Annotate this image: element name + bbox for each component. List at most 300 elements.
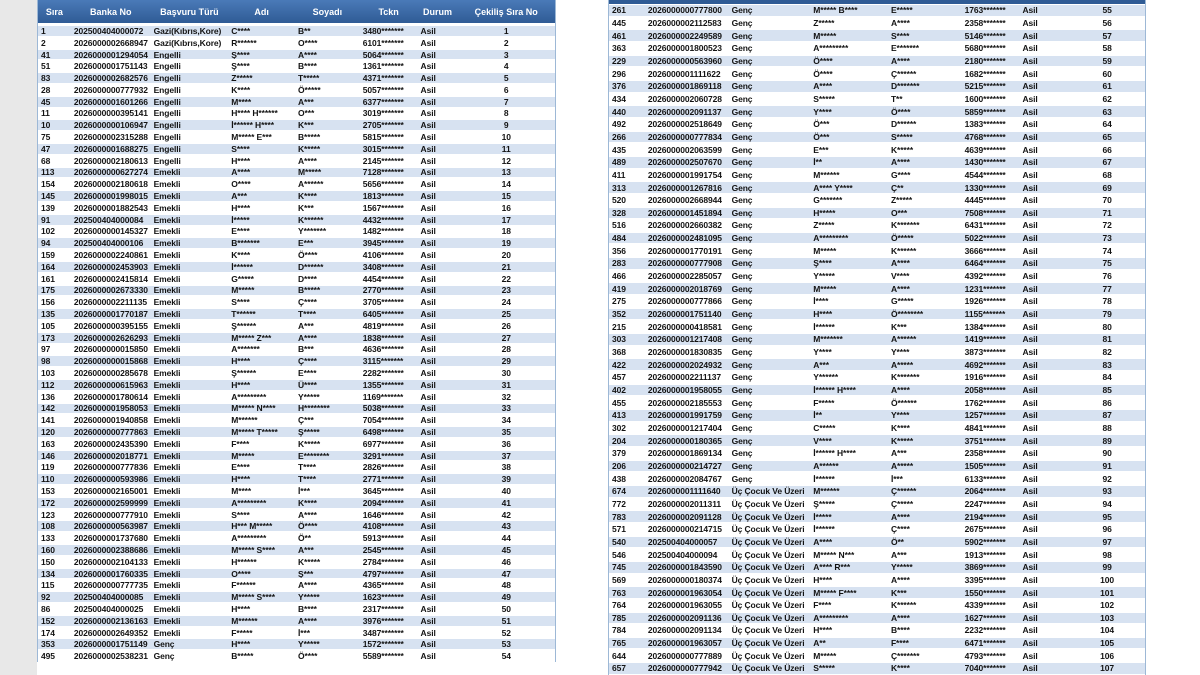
cell-cekilis-sira-no: 13 [501,167,511,178]
cell-basvuru-turu: Genç [731,397,753,408]
table-row [609,181,1145,194]
cell-soyadi: A**** [890,55,910,66]
cell-tckn: 1572******* [362,639,404,650]
cell-sira: 161 [41,273,55,284]
cell-durum: Asil [420,545,436,555]
cell-durum: Asil [1022,511,1038,522]
cell-durum: Asil [1022,258,1038,269]
cell-tckn: 7040******* [964,663,1006,674]
cell-tckn: 4392******* [964,271,1006,282]
cell-banka-no: 2026000000777863 [73,427,148,437]
cell-durum: Asil [420,261,436,272]
cell-basvuru-turu: Emekli [153,238,181,249]
table-row [609,67,1145,80]
cell-cekilis-sira-no: 24 [501,297,511,308]
cell-tckn: 5589******* [362,651,404,662]
cell-basvuru-turu: Genç [731,448,753,459]
cell-basvuru-turu: Emekli [153,250,181,261]
table-row [609,523,1145,536]
cell-banka-no: 2026000000563960 [647,55,722,66]
cell-adi: M***** [813,245,837,256]
cell-adi: R****** [231,37,257,48]
table-row [609,624,1145,637]
cell-banka-no: 2026000000627274 [73,167,148,178]
table-row [609,536,1145,549]
table-row [609,156,1145,169]
cell-sira: 153 [41,485,55,496]
table-row [609,422,1145,435]
cell-tckn: 6377******* [362,96,404,107]
cell-banka-no: 2026000002211137 [647,372,721,383]
table-row [38,190,555,202]
table-row [609,498,1145,511]
cell-cekilis-sira-no: 14 [501,179,511,190]
cell-sira: 411 [612,169,626,180]
cell-tckn: 4793******* [964,650,1006,661]
cell-soyadi: A**** [890,385,910,396]
table-row [38,296,555,308]
cell-sira: 174 [41,627,55,638]
cell-cekilis-sira-no: 23 [501,285,511,296]
cell-banka-no: 2026000002091137 [647,106,722,117]
cell-cekilis-sira-no: 61 [1102,81,1112,92]
cell-cekilis-sira-no: 74 [1102,245,1112,256]
cell-adi: F****** [231,580,256,591]
cell-durum: Asil [420,580,436,591]
cell-durum: Asil [1022,144,1038,155]
table-row [609,384,1145,397]
cell-basvuru-turu: Emekli [153,603,181,614]
cell-soyadi: K**** [298,497,317,508]
cell-adi: G***** [231,273,254,284]
cell-durum: Asil [1022,131,1038,142]
cell-adi: F***** [231,627,253,638]
cell-tckn: 2247******* [964,498,1006,509]
cell-adi: A**** [813,81,833,92]
cell-soyadi: Ş***** [298,427,320,437]
cell-durum: Asil [420,49,436,60]
cell-cekilis-sira-no: 34 [501,415,511,426]
cell-tckn: 3666******* [964,245,1006,256]
cell-cekilis-sira-no: 11 [501,143,511,154]
table-row [609,80,1145,93]
cell-sira: 783 [612,511,626,522]
cell-tckn: 4819******* [362,320,404,331]
cell-tckn: 1231******* [964,283,1006,294]
cell-sira: 763 [612,587,626,598]
cell-sira: 164 [41,261,55,272]
cell-soyadi: A**** [890,157,910,168]
cell-banka-no: 2026000000777908 [647,258,722,269]
cell-cekilis-sira-no: 15 [501,191,511,201]
table-row [609,574,1145,587]
table-body [609,4,1145,675]
cell-tckn: 1627******* [964,612,1006,623]
cell-basvuru-turu: Genç [731,359,753,370]
cell-durum: Asil [420,368,436,378]
cell-tckn: 2770******* [362,285,404,296]
table-row [38,497,555,509]
cell-sira: 353 [41,639,55,650]
cell-cekilis-sira-no: 3 [503,49,509,60]
table-row [38,615,555,627]
cell-tckn: 5815******* [362,132,404,143]
cell-basvuru-turu: Genç [731,157,753,168]
cell-soyadi: A****** [298,179,324,190]
cell-durum: Asil [420,521,436,532]
cell-cekilis-sira-no: 73 [1102,233,1112,244]
table-row [38,650,555,662]
cell-durum: Asil [1022,587,1038,598]
cell-cekilis-sira-no: 88 [1102,422,1112,433]
cell-adi: Ö*** [813,131,830,142]
cell-adi: M***** Z*** [231,332,272,343]
cell-cekilis-sira-no: 17 [501,214,511,225]
cell-basvuru-turu: Emekli [153,627,181,638]
cell-tckn: 2675******* [964,524,1006,535]
table-row [38,96,555,108]
cell-sira: 435 [612,144,626,155]
cell-durum: Asil [1022,385,1038,396]
cell-tckn: 4636******* [362,344,404,355]
cell-basvuru-turu: Üç Çocuk Ve Üzeri [731,562,805,573]
cell-cekilis-sira-no: 2 [503,37,509,48]
table-row [609,371,1145,384]
cell-durum: Asil [1022,119,1038,130]
cell-soyadi: A***** [890,359,914,370]
cell-durum: Asil [420,108,436,119]
cell-adi: A**** Y**** [813,182,853,193]
cell-durum: Asil [420,391,436,402]
cell-basvuru-turu: Üç Çocuk Ve Üzeri [731,549,805,560]
cell-cekilis-sira-no: 59 [1102,55,1112,66]
cell-durum: Asil [1022,486,1038,497]
column-header-basvuru-turu: Başvuru Türü [160,6,219,17]
cell-banka-no: 2026000000777800 [647,5,722,16]
cell-banka-no: 2026000002060728 [647,93,722,104]
table-row [609,662,1145,675]
cell-durum: Asil [420,344,436,355]
cell-durum: Asil [420,132,436,143]
cell-cekilis-sira-no: 72 [1102,220,1112,231]
cell-sira: 123 [41,509,55,520]
cell-basvuru-turu: Engelli [153,132,181,143]
cell-basvuru-turu: Genç [731,245,753,256]
cell-sira: 772 [612,498,626,509]
cell-durum: Asil [1022,296,1038,307]
cell-sira: 455 [612,397,626,408]
cell-durum: Asil [420,191,436,201]
table-row [38,426,555,438]
cell-sira: 516 [612,220,626,231]
cell-basvuru-turu: Emekli [153,309,181,319]
cell-durum: Asil [1022,245,1038,256]
cell-banka-no: 2026000002668944 [647,195,722,206]
cell-basvuru-turu: Emekli [153,485,181,496]
cell-durum: Asil [420,568,436,579]
table-row [609,93,1145,106]
cell-soyadi: E***** [890,5,913,16]
cell-adi: H****** [231,556,257,567]
table-row [38,167,555,179]
cell-durum: Asil [1022,17,1038,28]
cell-basvuru-turu: Genç [731,144,753,155]
cell-soyadi: K***** [298,143,321,154]
cell-sira: 445 [612,17,626,28]
cell-durum: Asil [1022,334,1038,345]
cell-sira: 440 [612,106,626,117]
cell-durum: Asil [1022,473,1038,484]
cell-banka-no: 2026000002518649 [647,119,722,130]
cell-cekilis-sira-no: 38 [501,462,511,473]
cell-banka-no: 2026000002180613 [73,155,148,166]
cell-cekilis-sira-no: 51 [501,615,511,626]
cell-sira: 363 [612,43,626,54]
cell-basvuru-turu: Engelli [153,143,181,154]
table-row [38,285,555,297]
cell-tckn: 2194******* [964,511,1006,522]
cell-cekilis-sira-no: 75 [1102,258,1112,269]
table-row [38,72,555,84]
cell-cekilis-sira-no: 26 [501,320,511,331]
cell-tckn: 3487******* [362,627,404,638]
cell-tckn: 4106******* [362,250,404,261]
cell-soyadi: D**** [298,273,317,284]
cell-tckn: 4797******* [362,568,404,579]
cell-tckn: 4639******* [964,144,1006,155]
cell-soyadi: Y***** [298,639,320,650]
cell-sira: 160 [41,545,55,555]
cell-tckn: 1646******* [362,509,404,520]
table-row [38,84,555,96]
cell-adi: A******* [231,344,260,355]
cell-sira: 75 [41,132,51,143]
cell-soyadi: İ*** [890,473,903,484]
cell-soyadi: Ç**** [298,297,317,308]
cell-durum: Asil [420,450,436,461]
cell-adi: İ***** [813,511,832,522]
cell-sira: 402 [612,385,626,396]
cell-tckn: 1567******* [362,202,404,213]
cell-sira: 283 [612,258,626,269]
table-row [609,29,1145,42]
cell-adi: C***** [813,422,836,433]
cell-sira: 11 [41,108,50,119]
cell-adi: A**** R*** [813,562,851,573]
cell-banka-no: 2026000002084767 [647,473,722,484]
cell-adi: H*** M***** [231,521,273,532]
cell-basvuru-turu: Emekli [153,391,181,402]
cell-tckn: 1762******* [964,397,1006,408]
cell-banka-no: 2026000001601266 [73,96,148,107]
cell-basvuru-turu: Genç [731,473,753,484]
cell-adi: H**** [231,474,251,485]
cell-soyadi: G**** [890,169,911,180]
cell-sira: 540 [612,536,626,547]
table-row [609,219,1145,232]
table-row [609,207,1145,220]
cell-adi: E**** [231,226,250,237]
cell-sira: 154 [41,179,55,190]
cell-soyadi: K******* [890,220,920,231]
cell-banka-no: 2026000002538231 [73,651,148,662]
table-row [38,202,555,214]
cell-banka-no: 2026000000395155 [73,320,148,331]
cell-tckn: 7508******* [964,207,1006,218]
cell-cekilis-sira-no: 81 [1102,334,1112,345]
cell-basvuru-turu: Genç [731,106,753,117]
cell-durum: Asil [420,143,436,154]
cell-durum: Asil [1022,81,1038,92]
cell-durum: Asil [420,332,436,343]
cell-sira: 163 [41,438,55,449]
cell-sira: 303 [612,334,626,345]
cell-cekilis-sira-no: 87 [1102,410,1112,421]
table-row [38,438,555,450]
cell-durum: Asil [420,497,436,508]
cell-banka-no: 2026000002018771 [73,450,148,461]
cell-basvuru-turu: Genç [731,43,753,54]
cell-sira: 51 [41,61,51,72]
cell-tckn: 7128******* [362,167,404,178]
cell-tckn: 1550******* [964,587,1006,598]
cell-adi: M***** B**** [813,5,858,16]
cell-sira: 376 [612,81,626,92]
cell-soyadi: Y***** [298,592,320,603]
cell-tckn: 3705******* [362,297,404,308]
cell-adi: İ****** [813,321,835,332]
cell-banka-no: 2026000000180365 [647,435,722,446]
cell-soyadi: Ç****** [890,68,917,79]
cell-adi: M**** [231,485,252,496]
table-row [609,244,1145,257]
cell-tckn: 4108******* [362,521,404,532]
table-row [38,344,555,356]
cell-soyadi: A**** [890,511,910,522]
cell-tckn: 2784******* [362,556,404,567]
cell-cekilis-sira-no: 60 [1102,68,1112,79]
cell-cekilis-sira-no: 64 [1102,119,1112,130]
cell-cekilis-sira-no: 52 [501,627,511,638]
cell-tckn: 6101******* [362,37,404,48]
cell-soyadi: E******* [890,43,919,54]
cell-banka-no: 2026000000777834 [647,131,722,142]
cell-tckn: 3115******* [362,356,404,367]
cell-adi: M***** N*** [813,549,855,560]
cell-cekilis-sira-no: 43 [501,521,511,532]
cell-cekilis-sira-no: 47 [501,568,511,579]
cell-adi: C**** [231,26,251,36]
table-row [609,169,1145,182]
cell-banka-no: 2026000001751140 [647,309,722,320]
cell-soyadi: O*** [298,108,315,119]
cell-durum: Asil [1022,638,1038,649]
cell-sira: 204 [612,435,626,446]
table-row [38,320,555,332]
cell-adi: İ****** H**** [813,448,856,459]
cell-adi: S***** [813,93,835,104]
cell-soyadi: Ö******** [890,309,924,320]
cell-tckn: 2317******* [362,603,404,614]
cell-banka-no: 2026000001998015 [73,191,148,201]
cell-cekilis-sira-no: 53 [501,639,511,650]
cell-adi: V**** [813,435,832,446]
cell-tckn: 1430******* [964,157,1006,168]
cell-basvuru-turu: Engelli [153,49,181,60]
cell-cekilis-sira-no: 104 [1100,625,1115,636]
cell-adi: A********* [231,497,267,508]
cell-banka-no: 2026000001737680 [73,533,148,544]
cell-basvuru-turu: Genç [731,195,753,206]
cell-adi: Ş***** [813,498,835,509]
cell-basvuru-turu: Genç [731,119,753,130]
table-row [609,194,1145,207]
table-row [38,60,555,72]
cell-banka-no: 2026000001869134 [647,448,722,459]
cell-cekilis-sira-no: 28 [501,344,511,355]
cell-cekilis-sira-no: 35 [501,427,511,437]
cell-adi: H**** [231,356,251,367]
cell-adi: H***** [813,207,836,218]
cell-sira: 368 [612,347,626,358]
cell-tckn: 5057******* [362,84,404,95]
cell-adi: H**** H****** [231,108,278,119]
cell-banka-no: 2026000000777889 [647,650,722,661]
table-row [609,42,1145,55]
cell-banka-no: 2026000000777910 [73,509,148,520]
cell-basvuru-turu: Emekli [153,332,181,343]
cell-cekilis-sira-no: 7 [503,96,509,107]
cell-tckn: 3945******* [362,238,404,249]
cell-sira: 150 [41,556,55,567]
cell-banka-no: 2026000002435390 [73,438,148,449]
cell-durum: Asil [1022,55,1038,66]
cell-adi: S***** [813,663,835,674]
cell-cekilis-sira-no: 69 [1102,182,1112,193]
cell-sira: 313 [612,182,626,193]
cell-cekilis-sira-no: 71 [1102,207,1112,218]
cell-soyadi: K******* [890,372,920,383]
cell-durum: Asil [420,592,436,603]
cell-soyadi: T** [890,93,903,104]
cell-tckn: 4841******* [964,422,1006,433]
cell-soyadi: B**** [298,603,317,614]
cell-sira: 86 [41,603,51,614]
cell-durum: Asil [420,273,436,284]
cell-durum: Asil [1022,625,1038,636]
cell-basvuru-turu: Genç [731,410,753,421]
cell-adi: M****** [231,615,258,626]
cell-cekilis-sira-no: 54 [501,651,511,662]
table-row [38,391,555,403]
table-header-row [38,0,555,25]
cell-adi: O**** [231,179,251,190]
cell-soyadi: K*** [890,321,907,332]
table-row [38,237,555,249]
cell-soyadi: B**** [890,625,910,636]
cell-soyadi: Y***** [890,562,913,573]
cell-basvuru-turu: Emekli [153,545,181,555]
cell-banka-no: 2026000002668947 [73,37,148,48]
cell-sira: 139 [41,202,55,213]
cell-basvuru-turu: Genç [731,321,753,332]
cell-cekilis-sira-no: 12 [501,155,511,166]
cell-sira: 461 [612,30,626,41]
cell-soyadi: E******** [298,450,330,461]
cell-durum: Asil [420,214,436,225]
cell-tckn: 3015******* [362,143,404,154]
cell-durum: Asil [420,509,436,520]
